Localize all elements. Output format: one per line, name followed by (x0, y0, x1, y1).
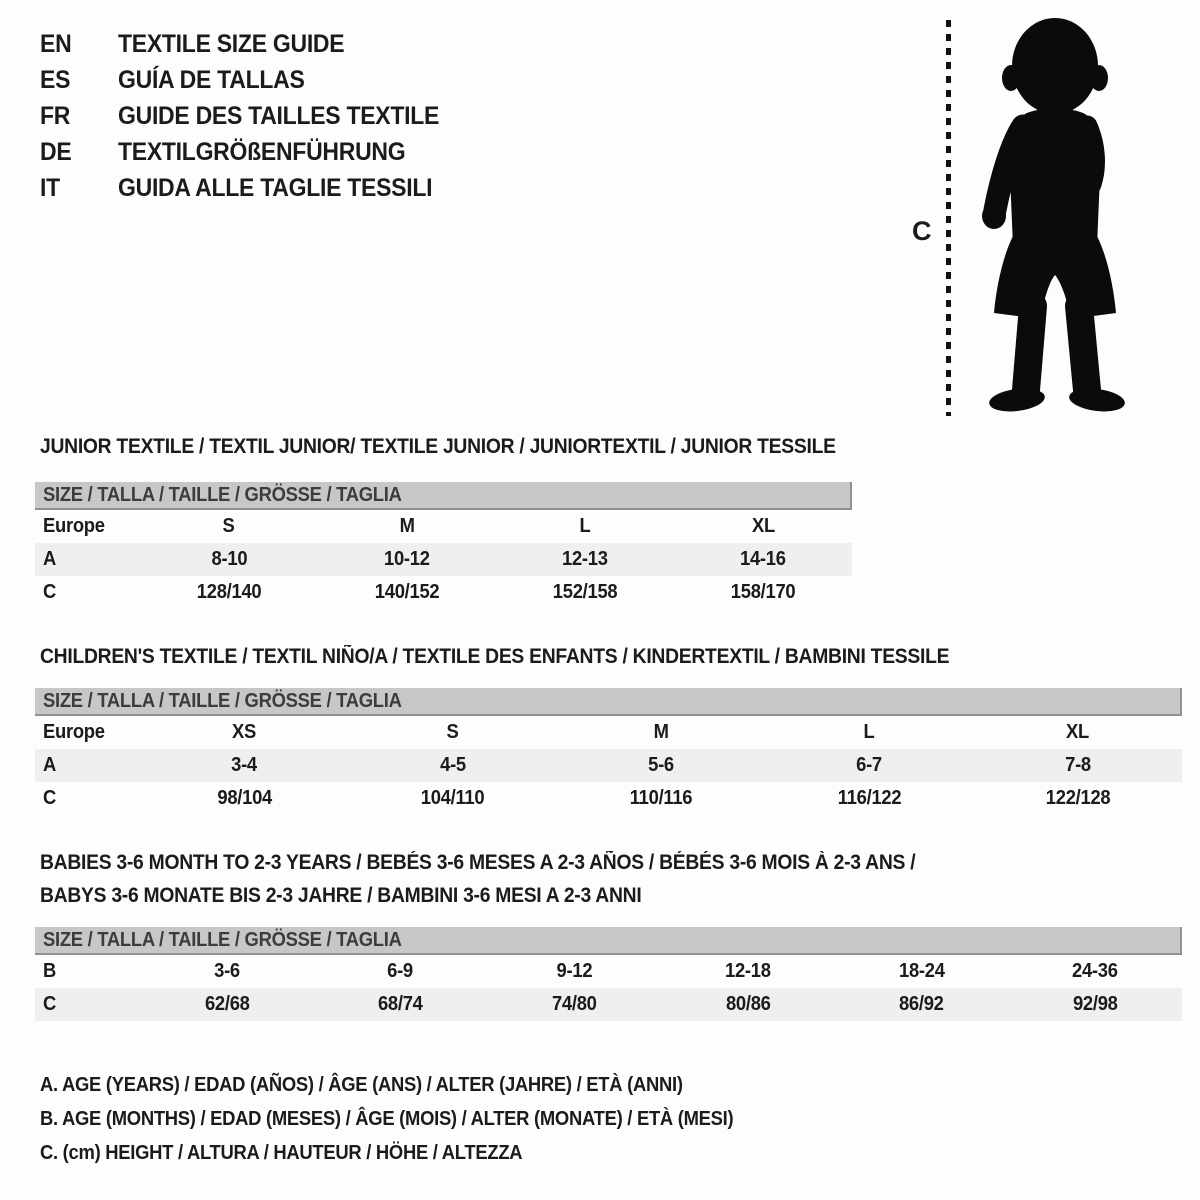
size-table-header (35, 927, 1182, 955)
size-cell: 3-4 (231, 754, 258, 776)
size-cell: 62/68 (204, 993, 250, 1015)
language-code: FR (40, 101, 71, 130)
size-row (35, 955, 1182, 988)
row-label: A (43, 754, 57, 776)
row-label: A (43, 548, 57, 570)
size-cell: M (653, 721, 669, 743)
height-measure-label: C (912, 216, 932, 246)
size-cell: 110/116 (629, 787, 693, 809)
size-cell: 5-6 (648, 754, 674, 776)
size-cell: 122/128 (1045, 787, 1111, 809)
legend-line-age-months: B. AGE (MONTHS) / EDAD (MESES) / ÂGE (MOIS) / ALTER (MONATE) / ETÀ (MESI) (40, 1107, 734, 1130)
size-cell: 8-10 (211, 548, 247, 570)
language-row (40, 26, 467, 62)
size-row (35, 716, 1182, 749)
legend-line-age-years: A. AGE (YEARS) / EDAD (AÑOS) / ÂGE (ANS) / ALTER (JAHRE) / ETÀ (ANNI) (40, 1073, 683, 1096)
size-cell: 128/140 (196, 581, 262, 603)
size-cell: 74/80 (551, 993, 597, 1015)
language-row (40, 134, 467, 170)
size-cell: 6-9 (387, 960, 414, 982)
size-cell: 158/170 (730, 581, 796, 603)
junior-size-table (35, 482, 852, 609)
size-cell: L (863, 721, 875, 743)
size-row (35, 988, 1182, 1021)
size-row (35, 749, 1182, 782)
babies-section-title: BABIES 3-6 MONTH TO 2-3 YEARS / BEBÉS 3-6 MESES A 2-3 AÑOS / BÉBÉS 3-6 MOIS À 2-3 ANS / BABYS 3-6 MONATE BIS 2-3 JAHRE / BAMBINI 3-6 MESI A 2-3 ANNI (40, 851, 916, 907)
size-table-header-label: SIZE / TALLA / TAILLE / GRÖSSE / TAGLIA (43, 928, 402, 951)
language-title: GUÍA DE TALLAS (118, 65, 305, 94)
size-cell: 14-16 (740, 548, 786, 570)
size-cell: 104/110 (420, 787, 485, 809)
language-title: GUIDE DES TAILLES TEXTILE (118, 101, 440, 130)
row-label: Europe (43, 721, 105, 743)
legend-line-height-cm: C. (cm) HEIGHT / ALTURA / HAUTEUR / HÖHE / ALTEZZA (40, 1141, 523, 1164)
language-row (40, 170, 467, 206)
junior-section-title: JUNIOR TEXTILE / TEXTIL JUNIOR/ TEXTILE JUNIOR / JUNIORTEXTIL / JUNIOR TESSILE (40, 435, 836, 458)
size-cell: XS (232, 721, 257, 743)
size-cell: 7-8 (1064, 754, 1091, 776)
size-cell: 12-13 (562, 548, 608, 570)
size-cell: XL (751, 515, 775, 537)
size-cell: 4-5 (439, 754, 466, 776)
language-code: IT (40, 173, 60, 202)
size-cell: 140/152 (374, 581, 440, 603)
size-cell: 18-24 (898, 960, 945, 982)
toddler-silhouette-icon (962, 14, 1147, 419)
row-label: C (43, 787, 57, 809)
size-cell: 152/158 (552, 581, 618, 603)
size-cell: L (579, 515, 591, 537)
size-row (35, 782, 1182, 815)
size-row (35, 576, 852, 609)
size-cell: S (446, 721, 459, 743)
size-cell: 6-7 (856, 754, 883, 776)
size-table-header-label: SIZE / TALLA / TAILLE / GRÖSSE / TAGLIA (43, 483, 402, 506)
size-cell: M (399, 515, 415, 537)
row-label: Europe (43, 515, 105, 537)
row-label: C (43, 993, 57, 1015)
language-title: GUIDA ALLE TAGLIE TESSILI (118, 173, 433, 202)
language-title: TEXTILGRÖßENFÜHRUNG (118, 137, 406, 166)
language-row (40, 98, 467, 134)
size-table-header (35, 482, 852, 510)
size-cell: 86/92 (899, 993, 944, 1015)
size-cell: 24-36 (1072, 960, 1118, 982)
language-title-list (40, 26, 467, 206)
size-cell: 68/74 (378, 993, 423, 1015)
children-size-table (35, 688, 1182, 815)
size-cell: 12-18 (724, 960, 771, 982)
height-measure-line (946, 20, 951, 416)
language-code: ES (40, 65, 71, 94)
size-cell: XL (1066, 721, 1090, 743)
size-cell: 116/122 (837, 787, 902, 809)
size-cell: S (222, 515, 235, 537)
row-label: C (43, 581, 57, 603)
children-section-title: CHILDREN'S TEXTILE / TEXTIL NIÑO/A / TEXTILE DES ENFANTS / KINDERTEXTIL / BAMBINI TESSILE (40, 645, 950, 668)
row-label: B (43, 960, 57, 982)
size-table-header (35, 688, 1182, 716)
language-code: EN (40, 29, 72, 58)
size-row (35, 510, 852, 543)
size-cell: 9-12 (556, 960, 593, 982)
size-cell: 92/98 (1072, 993, 1118, 1015)
legend (40, 1068, 794, 1170)
size-row (35, 543, 852, 576)
size-cell: 98/104 (216, 787, 272, 809)
size-cell: 10-12 (384, 548, 430, 570)
babies-size-table (35, 927, 1182, 1021)
size-cell: 80/86 (725, 993, 771, 1015)
language-code: DE (40, 137, 72, 166)
size-cell: 3-6 (213, 960, 240, 982)
language-row (40, 62, 467, 98)
language-title: TEXTILE SIZE GUIDE (118, 29, 345, 58)
size-table-header-label: SIZE / TALLA / TAILLE / GRÖSSE / TAGLIA (43, 689, 402, 712)
